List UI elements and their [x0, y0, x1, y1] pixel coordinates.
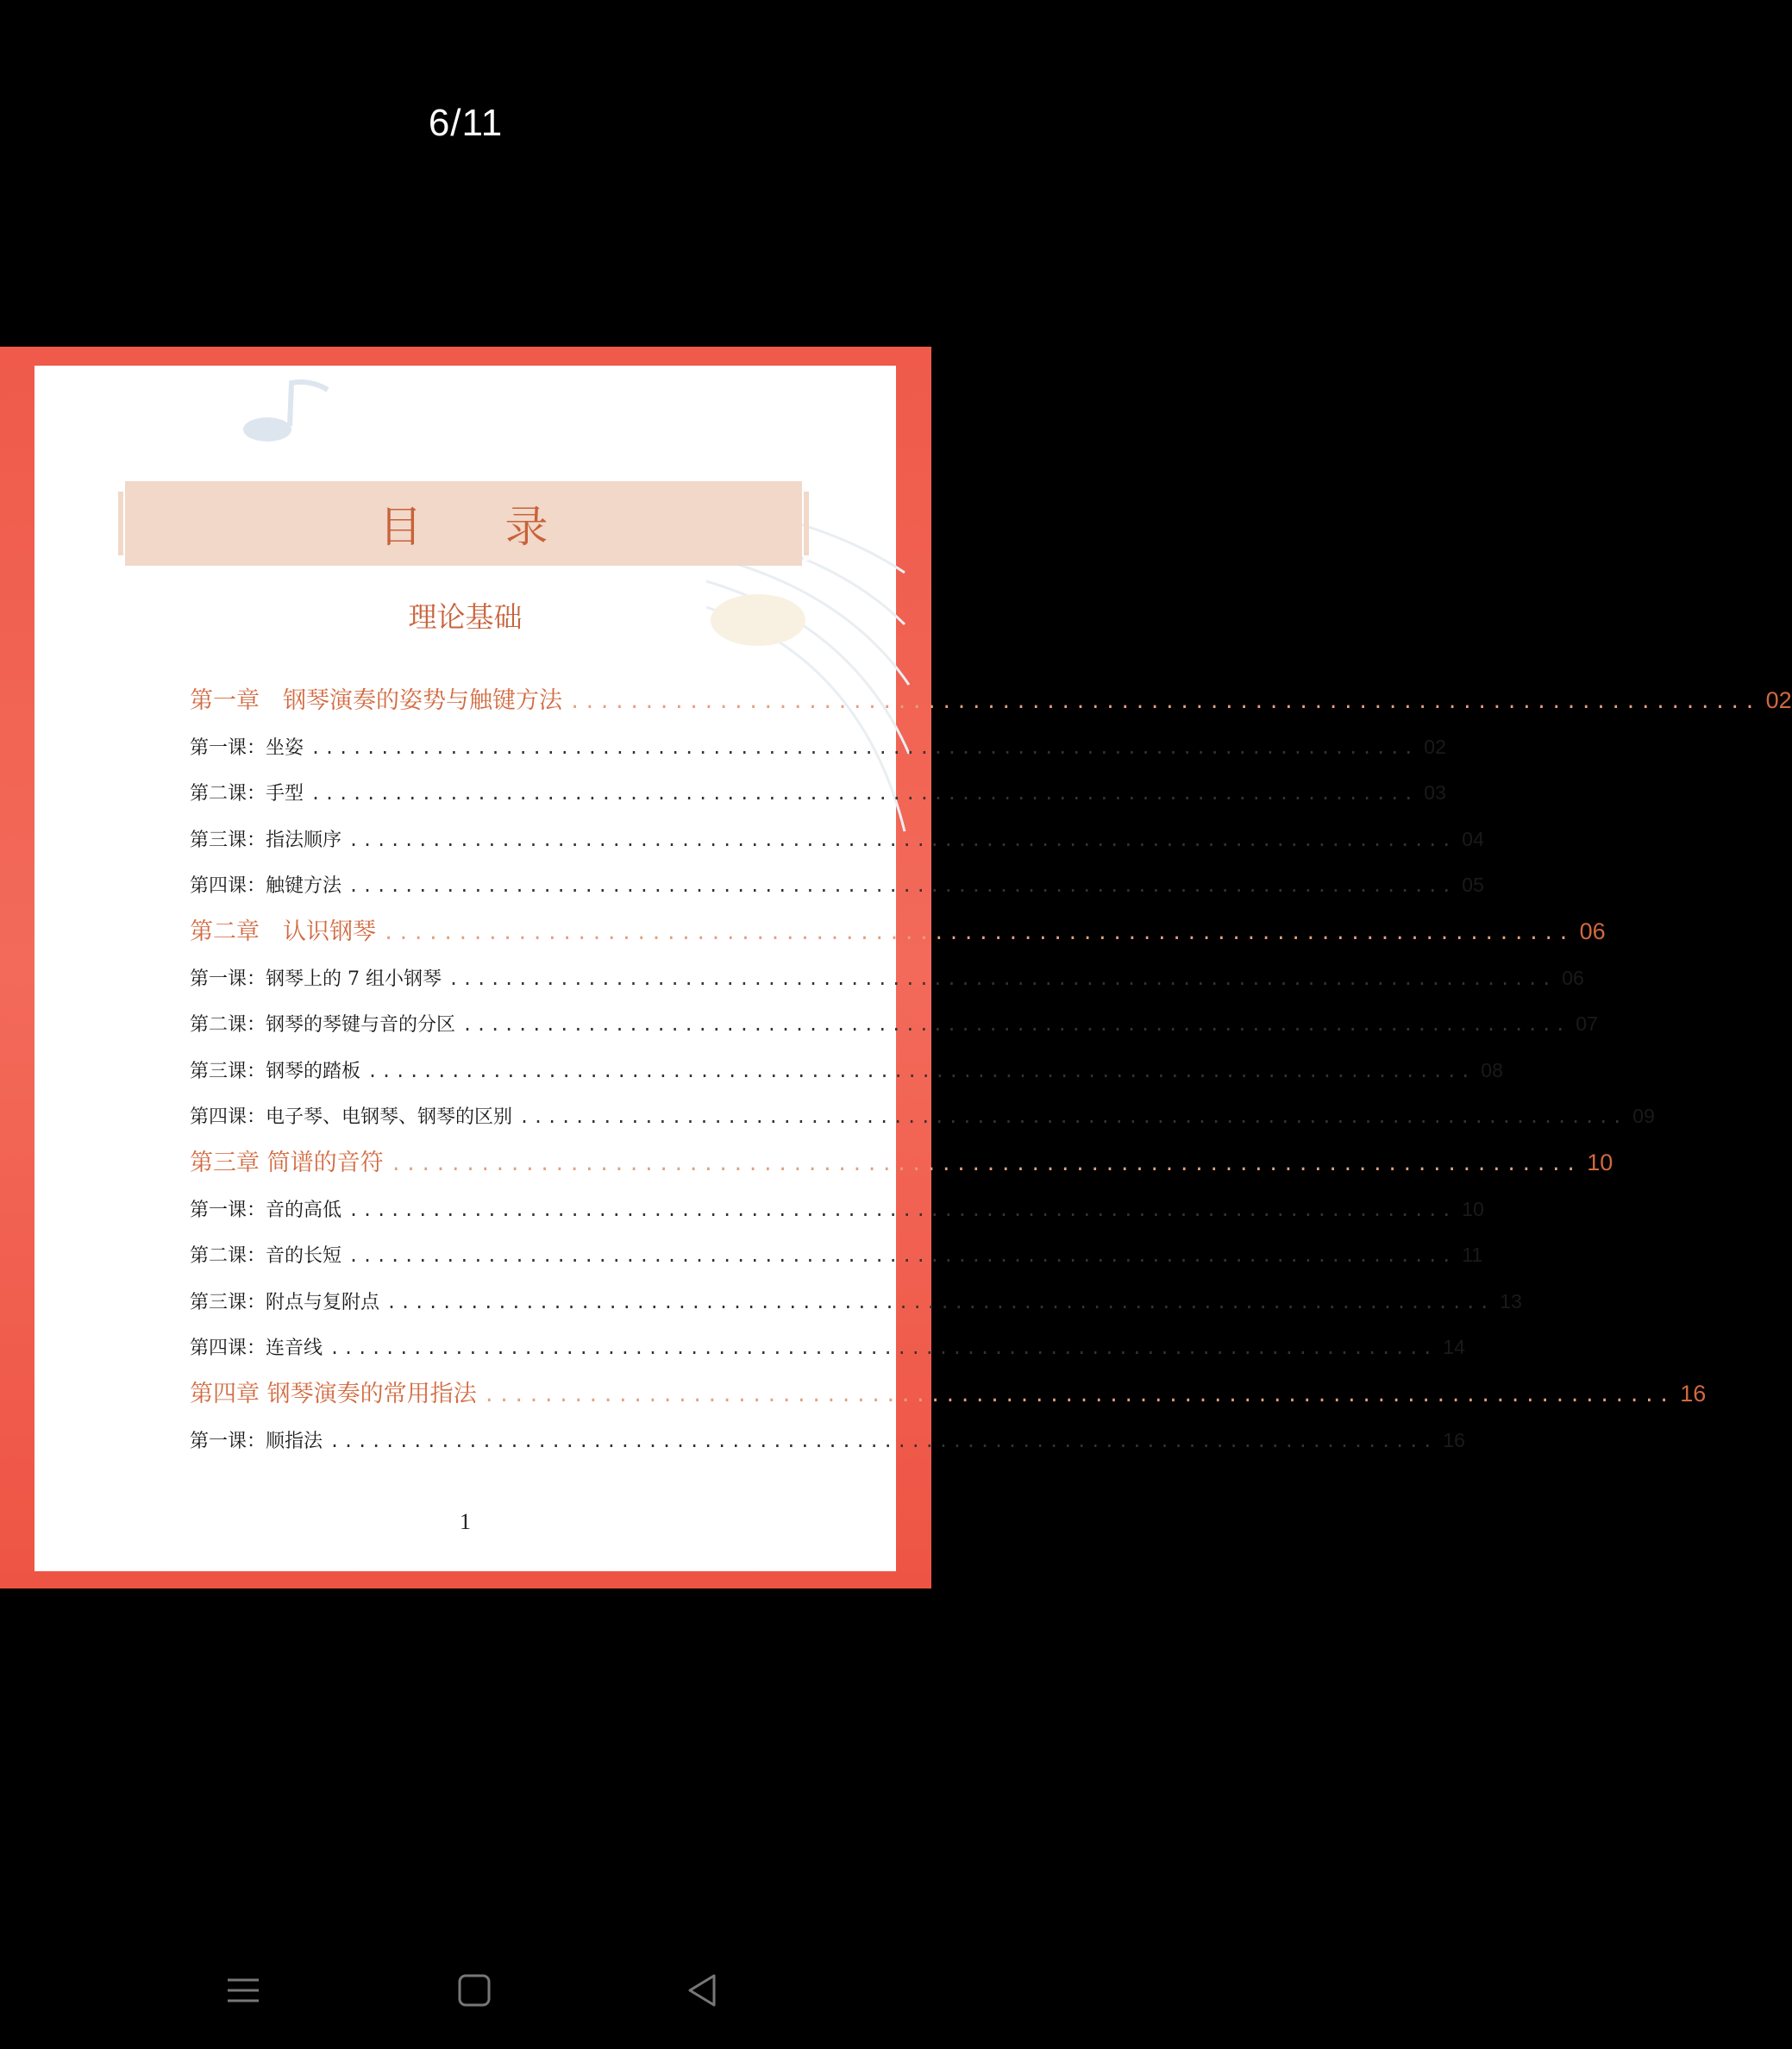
- toc-entry-label: 第一课：坐姿: [190, 736, 304, 759]
- toc-page-number: 06: [1562, 966, 1584, 989]
- toc-lesson-row[interactable]: [190, 1001, 1598, 1048]
- home-button[interactable]: [457, 1973, 492, 2011]
- toc-chapter-row[interactable]: [190, 909, 1606, 956]
- toc-entry-label: 第三章 简谱的音符: [190, 1149, 384, 1176]
- toc-leader-dots: ................................................................................: [310, 783, 1418, 805]
- toc-chapter-row[interactable]: [190, 1371, 1707, 1418]
- toc-page-number: 13: [1500, 1289, 1522, 1313]
- toc-page-number: 03: [1424, 781, 1446, 805]
- toc-chapter-row[interactable]: [190, 678, 1792, 724]
- page-number: 1: [460, 1509, 471, 1534]
- toc-entry-label: 第一课：音的高低: [190, 1199, 342, 1221]
- toc-page-number: 14: [1443, 1336, 1465, 1359]
- toc-leader-dots: ................................................................................: [519, 1106, 1626, 1128]
- toc-leader-dots: ................................................................................: [348, 875, 1456, 897]
- toc-entry-label: 第二课：手型: [190, 783, 304, 805]
- toc-lesson-row[interactable]: [190, 862, 1484, 909]
- toc-leader-dots: ................................................................................: [448, 968, 1556, 989]
- toc-chapter-row[interactable]: [190, 1140, 1613, 1187]
- toc-lesson-row[interactable]: [190, 770, 1446, 817]
- toc-entry-label: 第四课：电子琴、电钢琴、钢琴的区别: [190, 1106, 513, 1129]
- toc-leader-dots: ................................................................................: [462, 1014, 1570, 1036]
- toc-entry-label: 第三课：附点与复附点: [190, 1291, 380, 1313]
- toc-lesson-row[interactable]: [190, 1418, 1465, 1464]
- toc-page-number: 05: [1462, 874, 1484, 897]
- document-frame: [0, 347, 1792, 1588]
- toc-page-number: 02: [1424, 735, 1446, 758]
- toc-leader-dots: ................................................................................: [383, 922, 1573, 944]
- page-counter: 6/11: [428, 102, 504, 144]
- toc-entry-label: 第一章 钢琴演奏的姿势与触键方法: [190, 687, 562, 714]
- toc-lesson-row[interactable]: [190, 817, 1484, 863]
- toc-lesson-row[interactable]: [190, 1187, 1484, 1233]
- menu-button[interactable]: [226, 1973, 260, 2011]
- toc-page-number: 08: [1481, 1058, 1503, 1081]
- toc-page-number: 09: [1632, 1105, 1655, 1128]
- toc-page-number: 10: [1462, 1197, 1484, 1220]
- toc-leader-dots: ................................................................................: [310, 736, 1418, 758]
- system-nav-bar: [0, 1958, 931, 2027]
- toc-leader-dots: ................................................................................: [348, 1199, 1456, 1220]
- toc-leader-dots: ................................................................................: [483, 1384, 1674, 1407]
- toc-entry-label: 第三课：指法顺序: [190, 829, 342, 851]
- toc-lesson-row[interactable]: [190, 724, 1446, 771]
- toc-leader-dots: ................................................................................: [569, 692, 1759, 713]
- toc-title: 目 录: [379, 502, 583, 552]
- toc-leader-dots: ................................................................................: [367, 1060, 1475, 1081]
- home-icon: [457, 1973, 492, 2008]
- section-title: 理论基础: [408, 600, 523, 634]
- toc-entry-label: 第一课：顺指法: [190, 1430, 323, 1452]
- toc-title-banner: [125, 481, 802, 566]
- toc-page-number: 16: [1443, 1428, 1465, 1451]
- toc-page-number: 11: [1462, 1244, 1483, 1267]
- toc-lesson-row[interactable]: [190, 1048, 1503, 1094]
- toc-entry-label: 第二课：钢琴的琴键与音的分区: [190, 1014, 456, 1037]
- toc-leader-dots: ................................................................................: [386, 1291, 1494, 1313]
- toc-page-number: 02: [1765, 687, 1792, 713]
- toc-page-number: 07: [1576, 1012, 1598, 1036]
- back-icon: [685, 1973, 719, 2008]
- toc-page-number: 06: [1579, 918, 1606, 944]
- toc-lesson-row[interactable]: [190, 956, 1584, 1002]
- toc-entry-label: 第四课：触键方法: [190, 875, 342, 898]
- toc-leader-dots: ................................................................................: [329, 1338, 1437, 1359]
- toc-page-number: 04: [1462, 827, 1484, 850]
- toc-entry-label: 第三课：钢琴的踏板: [190, 1060, 361, 1082]
- toc-lesson-row[interactable]: [190, 1325, 1465, 1371]
- toc-entry-label: 第二课：音的长短: [190, 1245, 342, 1268]
- toc-leader-dots: ................................................................................: [348, 829, 1456, 850]
- toc-page-number: 10: [1587, 1149, 1613, 1175]
- toc-page-number: 16: [1680, 1380, 1707, 1407]
- music-note-decoration: [241, 373, 345, 450]
- toc-entry-label: 第四课：连音线: [190, 1338, 323, 1360]
- toc-lesson-row[interactable]: [190, 1093, 1655, 1140]
- toc-lesson-row[interactable]: [190, 1279, 1522, 1325]
- toc-leader-dots: ................................................................................: [348, 1245, 1456, 1267]
- toc-entry-label: 第二章 认识钢琴: [190, 918, 376, 945]
- toc-entry-label: 第一课：钢琴上的 7 组小钢琴: [190, 968, 442, 990]
- menu-icon: [226, 1973, 260, 2008]
- toc-lesson-row[interactable]: [190, 1232, 1483, 1279]
- table-of-contents: [190, 678, 1792, 1463]
- toc-leader-dots: ................................................................................: [390, 1153, 1581, 1175]
- toc-entry-label: 第四章 钢琴演奏的常用指法: [190, 1380, 477, 1407]
- document-page[interactable]: [34, 366, 1792, 1571]
- back-button[interactable]: [685, 1973, 719, 2011]
- toc-leader-dots: ................................................................................: [329, 1430, 1437, 1451]
